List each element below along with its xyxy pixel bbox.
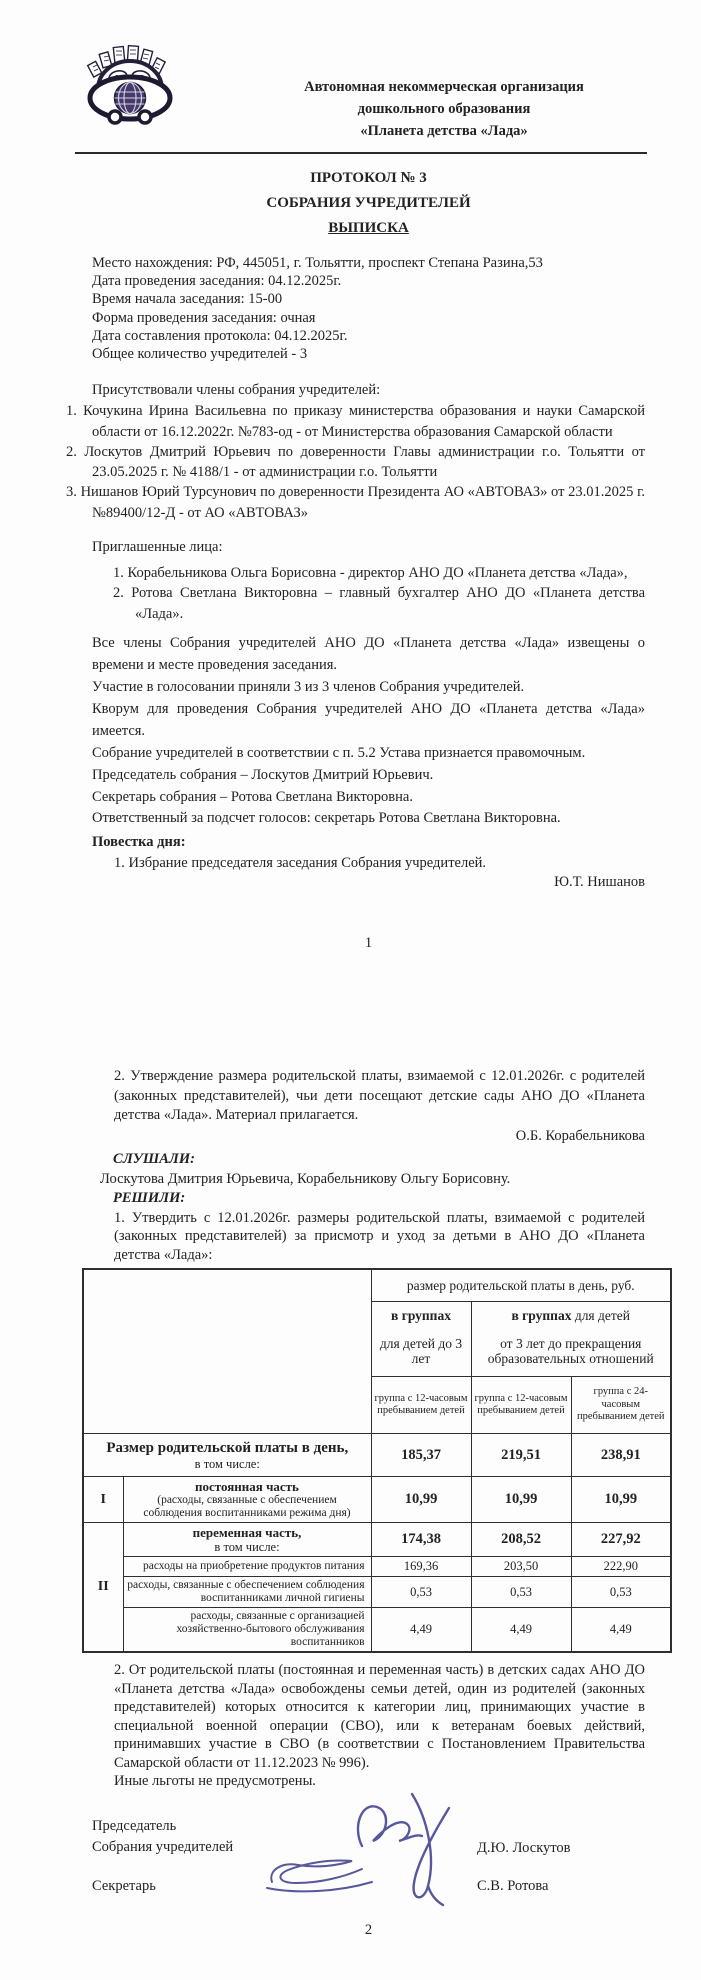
table-corner-cell <box>83 1269 371 1434</box>
group-subtitle: для детей до 3 лет <box>379 1336 463 1366</box>
fee-value: 227,92 <box>571 1523 671 1557</box>
item-text: Утверждение размера родительской платы, взимаемой с 12.01.2026г. с родителей (законных представителей), чьи дети посещают детские сады АНО ДО «Планета детства «Лада». Материал прилагается. <box>114 1068 645 1123</box>
item-number: 1. <box>66 403 77 420</box>
chairman-label <box>92 1816 233 1858</box>
row-title-cell <box>123 1477 371 1523</box>
header-divider <box>75 152 647 154</box>
page-number-2: 2 <box>364 1922 373 1938</box>
chairman-name: Д.Ю. Лоскутов <box>477 1840 571 1856</box>
extract-title: ВЫПИСКА <box>328 220 409 236</box>
secretary-name: С.В. Ротова <box>477 1878 549 1894</box>
item-text: Нишанов Юрий Турсунович по доверенности Президента АО «АВТОВАЗ» от 23.01.2025 г. №89400/12-Д - от АО «АВТОВАЗ» <box>80 484 646 521</box>
group-title-rest: для детей <box>574 1308 630 1323</box>
fee-value: 4,49 <box>471 1608 571 1653</box>
row-title: переменная часть, <box>192 1525 302 1540</box>
fee-value: 208,52 <box>471 1523 571 1557</box>
chairman-label-line2: Собрания учредителей <box>92 1839 234 1855</box>
heard-heading: СЛУШАЛИ: <box>113 1151 195 1167</box>
page-number-1: 1 <box>364 935 373 951</box>
resolution-1 <box>114 1209 645 1265</box>
table-row <box>83 1577 671 1608</box>
item-text: Корабельникова Ольга Борисовна - директор АНО ДО «Планета детства «Лада», <box>127 565 628 581</box>
item-number: 2. <box>66 443 77 460</box>
row-label: II <box>83 1523 123 1653</box>
statements-block <box>92 633 645 830</box>
list-item <box>113 563 645 583</box>
table-top-header: размер родительской платы в день, руб. <box>371 1269 671 1302</box>
document-header <box>92 36 645 142</box>
statement: Все члены Собрания учредителей АНО ДО «Планета детства «Лада» извещены о времени и месте проведения заседания. <box>92 635 645 674</box>
meta-date-held: Дата проведения заседания: 04.12.2025г. <box>92 273 342 290</box>
statement: Председатель собрания – Лоскутов Дмитрий Юрьевич. <box>92 766 434 783</box>
agenda-item-2 <box>114 1067 645 1126</box>
title-block <box>92 166 645 241</box>
group-title: в группах <box>511 1308 572 1323</box>
fee-value: 219,51 <box>471 1434 571 1477</box>
fee-value: 0,53 <box>571 1577 671 1608</box>
resolution-2 <box>114 1661 645 1772</box>
fee-value: 185,37 <box>371 1434 471 1477</box>
secretary-signature-ink <box>264 1856 378 1901</box>
resolved-heading: РЕШИЛИ: <box>113 1190 186 1206</box>
column-header-12h: группа с 12-часовым пребыванием детей <box>371 1377 471 1434</box>
item-text: Избрание председателя заседания Собрания учредителей. <box>128 855 487 872</box>
group-subtitle: от 3 лет до прекращения образовательных отношений <box>487 1336 654 1366</box>
meta-founders-count: Общее количество учредителей - 3 <box>92 346 308 363</box>
fee-value: 238,91 <box>571 1434 671 1477</box>
meta-location: Место нахождения: РФ, 445051, г. Тольятти, проспект Степана Разина,53 <box>92 255 543 271</box>
row-title: постоянная часть <box>195 1479 299 1494</box>
protocol-title: ПРОТОКОЛ № 3 <box>310 170 427 186</box>
fee-value: 10,99 <box>471 1477 571 1523</box>
item-number: 1. <box>114 855 125 872</box>
meta-start-time: Время начала заседания: 15-00 <box>92 291 283 308</box>
column-header-24h: группа с 24-часовым пребыванием детей <box>571 1377 671 1434</box>
item-text: Лоскутов Дмитрий Юрьевич по доверенности Главы администрации г.о. Тольятти от 23.05.2025 г. № 4188/1 - от администрации г.о. Тольятти <box>84 443 645 481</box>
agenda-item <box>114 854 645 873</box>
row-subtitle: (расходы, связанные с обеспечением соблюдения воспитанниками режима дня) <box>143 1494 351 1519</box>
list-item <box>66 442 645 483</box>
row-title-cell <box>83 1434 371 1477</box>
row-title-cell <box>123 1523 371 1557</box>
column-group-over3 <box>471 1302 671 1377</box>
invited-list <box>92 563 645 624</box>
statement: Участие в голосовании приняли 3 из 3 членов Собрания учредителей. <box>92 679 525 696</box>
fee-value: 174,38 <box>371 1523 471 1557</box>
planeta-detstva-logo-icon <box>84 41 176 125</box>
table-row <box>83 1477 671 1523</box>
invited-heading: Приглашенные лица: <box>92 539 223 555</box>
org-name-line3: «Планета детства «Лада» <box>360 123 528 139</box>
heard-text: Лоскутова Дмитрия Юрьевича, Корабельникову Ольгу Борисовну. <box>100 1170 511 1187</box>
page-2 <box>0 1040 701 1980</box>
item-text: От родительской платы (постоянная и переменная часть) в детских садах АНО ДО «Планета детства «Лада» освобождены семьи детей, один из родителей (законных представителей) которых относится к категории лиц, принимающих участие в специальной военной операции (СВО), или к ветеранам боевых действий, принимавших участие в СВО (в соответствии с Постановлением Правительства Самарской области от 11.12.2023 № 996). <box>114 1662 645 1771</box>
signoff-nishanov: Ю.Т. Нишанов <box>554 874 645 891</box>
org-name-line1: Автономная некоммерческая организация <box>304 79 584 95</box>
table-row <box>83 1434 671 1477</box>
item-number: 1. <box>113 565 124 581</box>
statement: Секретарь собрания – Ротова Светлана Викторовна. <box>92 788 413 805</box>
table-row <box>83 1557 671 1577</box>
org-name <box>234 36 654 142</box>
fee-value: 4,49 <box>571 1608 671 1653</box>
table-row <box>83 1523 671 1557</box>
row-subtitle: в том числе: <box>214 1540 280 1554</box>
list-item <box>66 401 646 442</box>
org-logo-emblem <box>84 41 176 125</box>
signoff-korabelnikova: О.Б. Корабельникова <box>515 1127 645 1144</box>
item-number: 2. <box>114 1068 125 1084</box>
fee-value: 169,36 <box>371 1557 471 1577</box>
row-subtitle: в том числе: <box>194 1456 260 1471</box>
table-row <box>83 1608 671 1653</box>
meta-form: Форма проведения заседания: очная <box>92 309 316 326</box>
fee-value: 10,99 <box>571 1477 671 1523</box>
row-title: расходы на приобретение продуктов питания <box>123 1557 371 1577</box>
meeting-title: СОБРАНИЯ УЧРЕДИТЕЛЕЙ <box>266 195 471 211</box>
row-label: I <box>83 1477 123 1523</box>
fee-value: 222,90 <box>571 1557 671 1577</box>
org-name-line2: дошкольного образования <box>357 101 531 117</box>
row-title: расходы, связанные с организацией хозяйственно-бытового обслуживания воспитанников <box>123 1608 371 1653</box>
item-number: 3. <box>66 484 77 501</box>
fee-value: 0,53 <box>471 1577 571 1608</box>
item-number: 2. <box>114 1662 125 1678</box>
column-header-12h: группа с 12-часовым пребыванием детей <box>471 1377 571 1434</box>
fee-value: 4,49 <box>371 1608 471 1653</box>
agenda-heading: Повестка дня: <box>92 834 186 851</box>
fee-value: 10,99 <box>371 1477 471 1523</box>
members-list <box>66 401 646 523</box>
parent-fee-table <box>82 1268 672 1653</box>
meta-block <box>92 254 645 363</box>
item-number: 2. <box>113 585 124 602</box>
statement: Кворум для проведения Собрания учредителей АНО ДО «Планета детства «Лада» имеется. <box>92 700 645 739</box>
statement: Ответственный за подсчет голосов: секретарь Ротова Светлана Викторовна. <box>92 810 561 827</box>
group-title: в группах <box>391 1308 451 1323</box>
item-number: 1. <box>114 1209 125 1226</box>
present-heading: Присутствовали члены собрания учредителей: <box>92 382 381 399</box>
row-title: расходы, связанные с обеспечением соблюдения воспитанниками личной гигиены <box>123 1577 371 1608</box>
item-text: Ротова Светлана Викторовна – главный бухгалтер АНО ДО «Планета детства «Лада». <box>131 585 646 622</box>
page-1 <box>0 0 701 951</box>
chairman-label-line1: Председатель <box>92 1818 177 1834</box>
item-text: Утвердить с 12.01.2026г. размеры родительской платы, взимаемой с родителей (законных представителей) за присмотр и уход за детьми в АНО ДО «Планета детства «Лада»: <box>114 1209 646 1263</box>
resolution-2-note: Иные льготы не предусмотрены. <box>114 1773 316 1789</box>
fee-value: 203,50 <box>471 1557 571 1577</box>
row-title: Размер родительской платы в день, <box>106 1439 349 1456</box>
list-item <box>113 583 645 624</box>
list-item <box>66 482 646 523</box>
statement: Собрание учредителей в соответствии с п. 5.2 Устава признается правомочным. <box>92 744 586 761</box>
item-text: Кочукина Ирина Васильевна по приказу министерства образования и науки Самарской области от 16.12.2022г. №783-од - от Министерства образования Самарской области <box>83 403 646 440</box>
meta-date-composed: Дата составления протокола: 04.12.2025г. <box>92 327 348 344</box>
secretary-label: Секретарь <box>92 1878 156 1894</box>
column-group-under3 <box>371 1302 471 1377</box>
fee-value: 0,53 <box>371 1577 471 1608</box>
